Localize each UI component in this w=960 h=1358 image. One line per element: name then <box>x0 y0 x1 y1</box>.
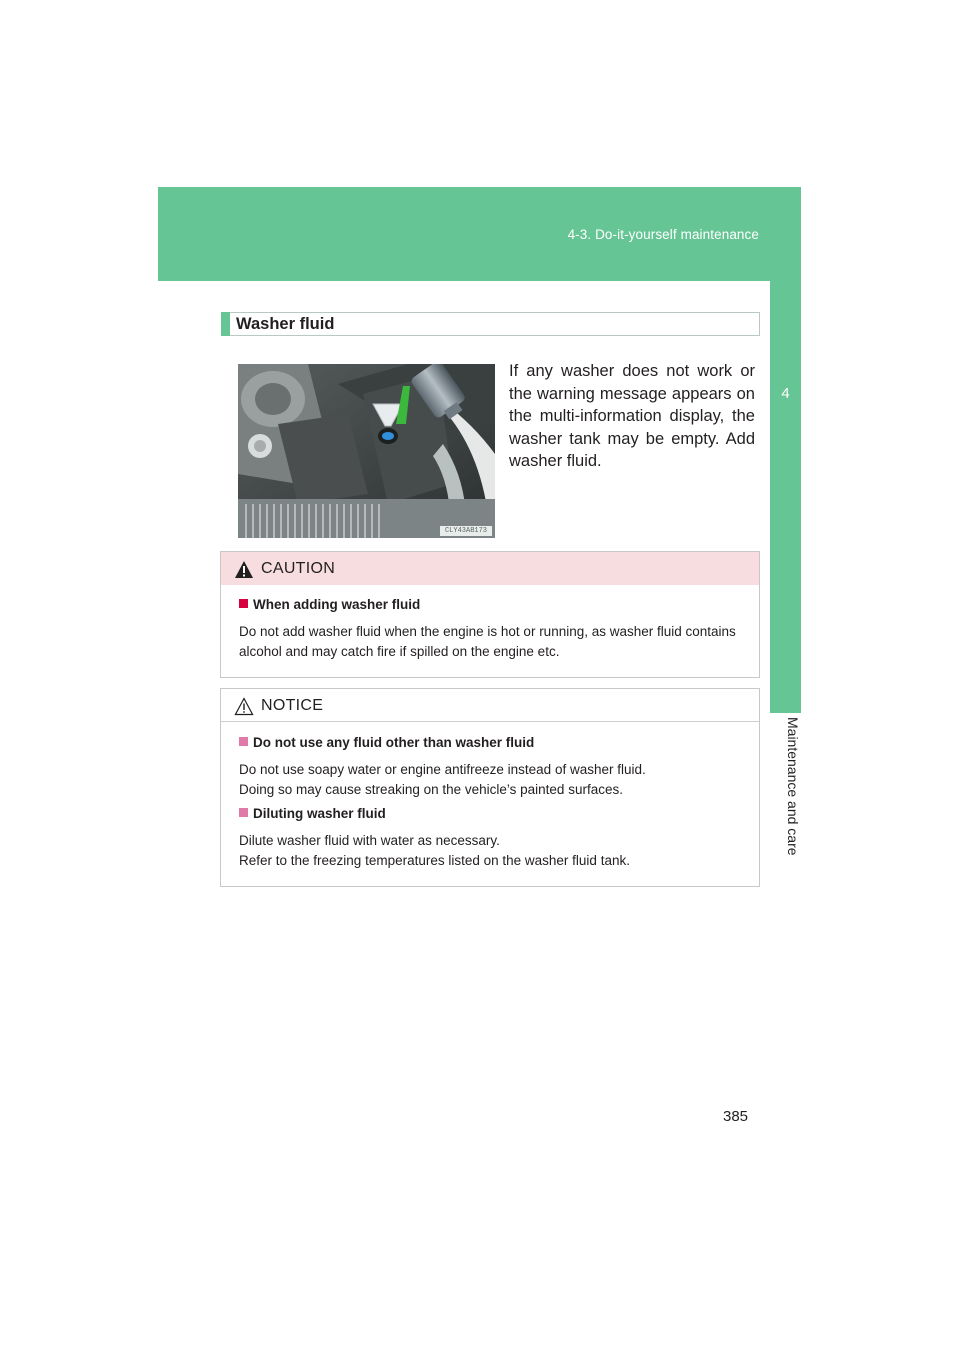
notice-item-title: Diluting washer fluid <box>239 806 386 821</box>
notice-box <box>220 688 760 887</box>
caution-item-body: Do not add washer fluid when the engine is hot or running, as washer fluid contains alcohol and may catch fire if spilled on the engine etc. <box>239 624 736 659</box>
bullet-square-icon <box>239 599 248 608</box>
caution-box <box>220 551 760 678</box>
notice-header <box>221 689 759 722</box>
section-heading <box>221 312 760 336</box>
caution-item-title: When adding washer fluid <box>239 597 420 612</box>
chapter-number: 4 <box>781 385 790 402</box>
section-heading-bar <box>221 312 230 336</box>
image-code: CLY43AB173 <box>440 526 492 536</box>
caution-title: CAUTION <box>261 560 336 577</box>
caution-header <box>221 552 759 585</box>
chapter-tab <box>770 281 801 713</box>
section-title: Washer fluid <box>236 315 335 333</box>
intro-paragraph: If any washer does not work or the warning message appears on the multi-information display, the washer tank may be empty. Add washer fluid. <box>509 362 755 470</box>
bullet-square-icon <box>239 737 248 746</box>
chapter-label: Maintenance and care <box>785 717 801 856</box>
chapter-header-band <box>158 187 801 281</box>
notice-item-body: Do not use soapy water or engine antifreeze instead of washer fluid. Doing so may cause streaking on the vehicle’s painted surfaces. <box>239 762 646 797</box>
section-path: 4-3. Do-it-yourself maintenance <box>567 227 759 242</box>
warning-filled-icon <box>234 560 254 579</box>
chapter-tab-label-area <box>770 713 801 903</box>
warning-outline-icon <box>234 697 254 716</box>
bullet-square-icon <box>239 808 248 817</box>
washer-fluid-photo <box>238 364 495 538</box>
notice-item-title: Do not use any fluid other than washer fluid <box>239 735 534 750</box>
notice-title: NOTICE <box>261 697 324 714</box>
notice-item-body: Dilute washer fluid with water as necessary. Refer to the freezing temperatures listed on the washer fluid tank. <box>239 833 630 868</box>
page-number: 385 <box>723 1108 749 1125</box>
